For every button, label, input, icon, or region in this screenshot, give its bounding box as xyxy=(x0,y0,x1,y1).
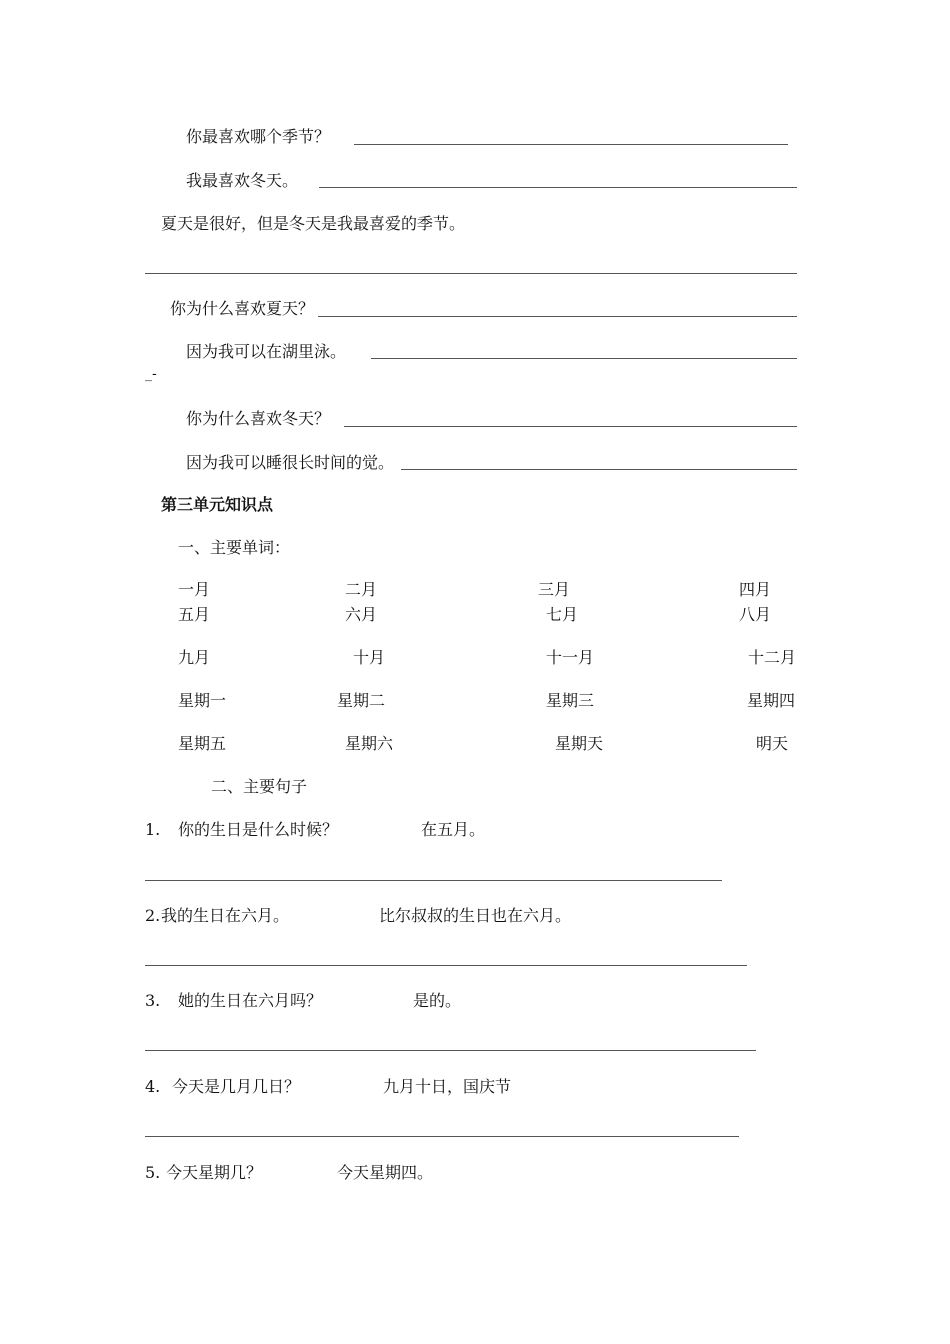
sentence-question: 你的生日是什么时候？ xyxy=(178,820,339,839)
sentence-number: 1. xyxy=(145,820,161,839)
word: 六月 xyxy=(345,605,378,624)
sentence-answer: 在五月。 xyxy=(421,820,486,839)
word: 星期一 xyxy=(178,691,227,710)
word: 一月 xyxy=(178,580,211,599)
answer-sleep: 因为我可以睡很长时间的觉。 xyxy=(186,453,395,472)
word: 九月 xyxy=(178,648,211,667)
answer-line xyxy=(371,358,797,359)
stray-mark: _- xyxy=(145,366,157,382)
answer-line xyxy=(401,469,797,470)
words-heading: 一、主要单词： xyxy=(178,538,291,557)
word: 十一月 xyxy=(546,648,595,667)
answer-line xyxy=(145,273,797,274)
word: 明天 xyxy=(756,734,789,753)
sentence-question: 今天是几月几日？ xyxy=(172,1077,301,1096)
answer-line xyxy=(319,187,797,188)
answer-line xyxy=(145,1050,756,1051)
answer-line xyxy=(145,965,747,966)
question-favorite-season: 你最喜欢哪个季节？ xyxy=(186,127,331,146)
sentence-number: 3. xyxy=(145,991,161,1010)
word: 星期二 xyxy=(337,691,386,710)
word: 十二月 xyxy=(748,648,797,667)
answer-line xyxy=(344,426,797,427)
sentence-question: 我的生日在六月。 xyxy=(161,906,290,925)
sentences-heading: 二、主要句子 xyxy=(211,777,308,796)
sentence-number: 5. xyxy=(145,1163,161,1182)
word: 八月 xyxy=(739,605,772,624)
word: 星期六 xyxy=(345,734,394,753)
word: 二月 xyxy=(345,580,378,599)
answer-lake: 因为我可以在湖里泳。 xyxy=(186,342,347,361)
answer-line xyxy=(318,316,797,317)
word: 星期三 xyxy=(546,691,595,710)
sentence-answer: 九月十日，国庆节 xyxy=(383,1077,512,1096)
sentence-number: 2. xyxy=(145,906,161,925)
question-why-summer: 你为什么喜欢夏天？ xyxy=(170,299,315,318)
answer-line xyxy=(354,144,788,145)
unit3-title: 第三单元知识点 xyxy=(161,495,274,514)
word: 三月 xyxy=(538,580,571,599)
word: 星期天 xyxy=(555,734,604,753)
word: 星期五 xyxy=(178,734,227,753)
sentence-answer: 今天星期四。 xyxy=(337,1163,434,1182)
sentence-question: 她的生日在六月吗？ xyxy=(178,991,323,1010)
sentence-answer: 是的。 xyxy=(413,991,462,1010)
sentence-question: 今天星期几？ xyxy=(166,1163,263,1182)
answer-winter: 我最喜欢冬天。 xyxy=(186,171,299,190)
sentence-answer: 比尔叔叔的生日也在六月。 xyxy=(379,906,572,925)
word: 四月 xyxy=(739,580,772,599)
answer-line xyxy=(145,1136,739,1137)
word: 十月 xyxy=(353,648,386,667)
word: 星期四 xyxy=(747,691,796,710)
question-why-winter: 你为什么喜欢冬天？ xyxy=(186,409,331,428)
word: 七月 xyxy=(546,605,579,624)
word: 五月 xyxy=(178,605,211,624)
sentence-number: 4. xyxy=(145,1077,161,1096)
sentence-summer-winter: 夏天是很好，但是冬天是我最喜爱的季节。 xyxy=(161,214,466,233)
answer-line xyxy=(145,880,722,881)
